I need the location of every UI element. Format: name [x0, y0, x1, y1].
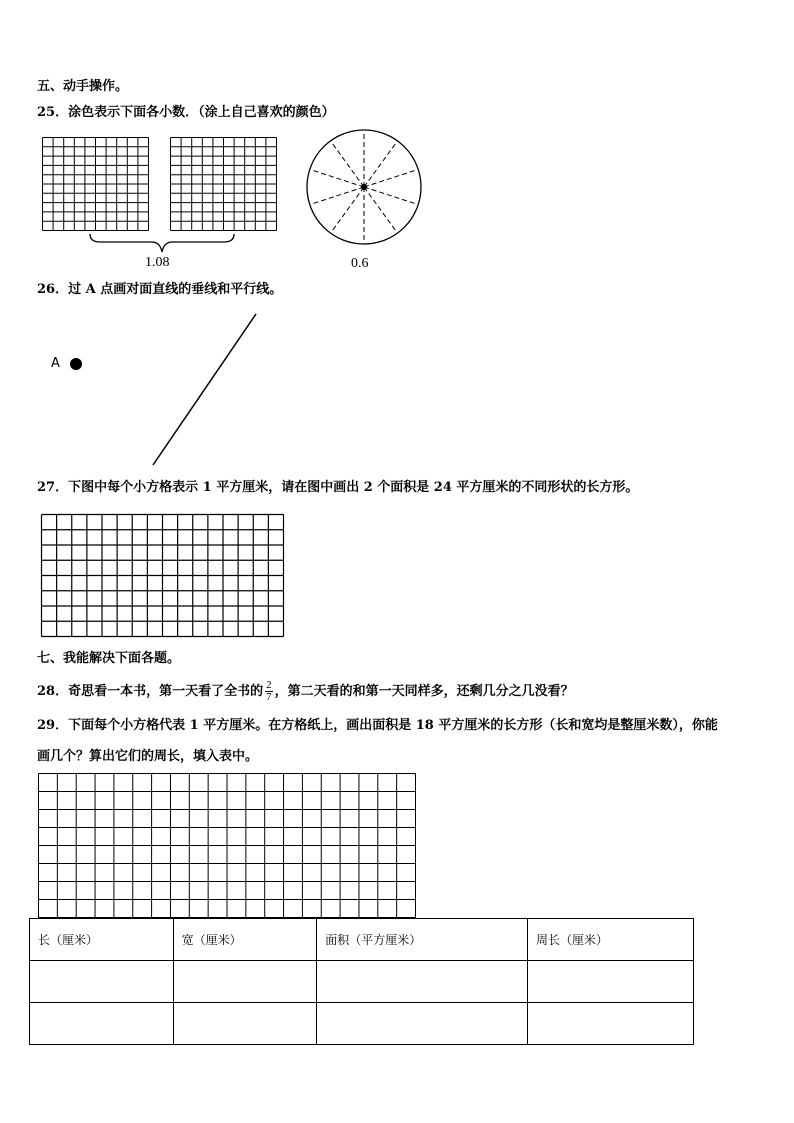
header-length: 长（厘米）: [30, 919, 174, 961]
table-header-row: [30, 919, 694, 961]
fraction-two-sevenths: [265, 680, 273, 703]
header-perimeter: 周长（厘米）: [527, 919, 693, 961]
square-grid-q27: [41, 514, 284, 637]
brace-under-grids: [88, 232, 236, 256]
table-cell[interactable]: [173, 1003, 317, 1045]
question-28-before: 28．奇思看一本书，第一天看了全书的: [37, 684, 264, 699]
square-grid-q29: [38, 773, 416, 918]
hundred-grid-left: [42, 137, 149, 231]
point-a-label: A: [51, 356, 60, 371]
header-area: 面积（平方厘米）: [317, 919, 528, 961]
header-width: 宽（厘米）: [173, 919, 317, 961]
table-cell[interactable]: [317, 1003, 528, 1045]
section-title-7: 七、我能解决下面各题。: [37, 651, 181, 666]
fraction-denominator: 7: [266, 691, 272, 703]
question-25-text: 25．涂色表示下面各小数．（涂上自己喜欢的颜色）: [37, 105, 335, 120]
hundred-grid-right: [170, 137, 277, 231]
question-29-line2: 画几个？算出它们的周长，填入表中。: [37, 749, 259, 764]
grids-value-label: 1.08: [145, 255, 170, 270]
divided-circle: [305, 128, 423, 246]
point-a: [69, 357, 83, 371]
table-row: [30, 1003, 694, 1045]
table-cell[interactable]: [317, 961, 528, 1003]
answer-table: [29, 918, 694, 1045]
fraction-numerator: 2: [266, 679, 272, 691]
question-28-after: ，第二天看的和第一天同样多，还剩几分之几没看？: [274, 684, 574, 699]
question-26-text: 26．过 A 点画对面直线的垂线和平行线。: [37, 282, 283, 297]
circle-value-label: 0.6: [351, 256, 369, 271]
table-cell[interactable]: [30, 1003, 174, 1045]
table-cell[interactable]: [173, 961, 317, 1003]
table-cell[interactable]: [527, 1003, 693, 1045]
table-row: [30, 961, 694, 1003]
question-29-line1: 29．下面每个小方格代表 1 平方厘米。在方格纸上，画出面积是 18 平方厘米的长方形（长和宽均是整厘米数），你能: [37, 718, 718, 733]
question-27-text: 27．下图中每个小方格表示 1 平方厘米，请在图中画出 2 个面积是 24 平方厘米的不同形状的长方形。: [37, 480, 639, 495]
question-28-text: [37, 680, 574, 703]
slanted-line: [150, 312, 260, 468]
section-title-5: 五、动手操作。: [37, 79, 129, 94]
table-cell[interactable]: [527, 961, 693, 1003]
table-cell[interactable]: [30, 961, 174, 1003]
